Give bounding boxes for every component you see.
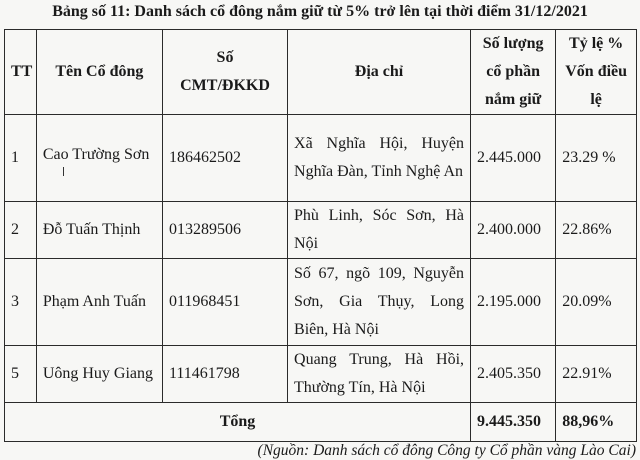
cell-quantity: 2.400.000 bbox=[471, 202, 556, 259]
cell-tt: 5 bbox=[5, 346, 37, 403]
header-quantity-line3: nắm giữ bbox=[485, 91, 542, 108]
cell-name: Uông Huy Giang bbox=[36, 346, 162, 403]
table-row bbox=[5, 259, 637, 346]
table-header-row bbox=[5, 30, 637, 115]
cell-name: Đỗ Tuấn Thịnh bbox=[36, 202, 162, 259]
total-label: Tổng bbox=[5, 403, 471, 442]
header-percent-line1: Tỷ lệ % bbox=[569, 35, 624, 52]
table-row bbox=[5, 202, 637, 259]
total-row bbox=[5, 403, 637, 442]
total-quantity: 9.445.350 bbox=[471, 403, 556, 442]
header-address: Địa chỉ bbox=[288, 30, 471, 115]
cell-percent: 22.86% bbox=[556, 202, 637, 259]
header-percent-line3: lệ bbox=[590, 91, 602, 108]
shareholder-name: Cao Trường Sơn bbox=[42, 145, 150, 163]
cell-percent: 20.09% bbox=[556, 259, 637, 346]
cell-tt: 2 bbox=[5, 202, 37, 259]
cell-quantity: 2.195.000 bbox=[471, 259, 556, 346]
header-quantity-line1: Số lượng bbox=[482, 35, 544, 52]
header-percent-line2: Vốn điều bbox=[565, 63, 628, 80]
header-percent bbox=[556, 30, 637, 115]
cursor-mark-icon bbox=[63, 167, 64, 176]
source-note: (Nguồn: Danh sách cổ đông Công ty Cổ phần vàng Lào Cai) bbox=[257, 442, 636, 459]
cell-tt: 3 bbox=[5, 259, 37, 346]
cell-name bbox=[36, 115, 162, 202]
table-row bbox=[5, 346, 637, 403]
header-id bbox=[162, 30, 287, 115]
header-name: Tên Cổ đông bbox=[36, 30, 162, 115]
cell-percent: 22.91% bbox=[556, 346, 637, 403]
table-caption: Bảng số 11: Danh sách cổ đông nắm giữ từ 5% trở lên tại thời điểm 31/12/2021 bbox=[52, 3, 588, 20]
table-row bbox=[5, 115, 637, 202]
header-quantity-line2: cổ phần bbox=[486, 63, 541, 80]
cell-address: Phù Linh, Sóc Sơn, Hà Nội bbox=[288, 202, 471, 259]
cell-id: 111461798 bbox=[162, 346, 287, 403]
cell-address: Quang Trung, Hà Hồi, Thường Tín, Hà Nội bbox=[288, 346, 471, 403]
cell-address: Số 67, ngõ 109, Nguyễn Sơn, Gia Thụy, Long Biên, Hà Nội bbox=[288, 259, 471, 346]
cell-id: 011968451 bbox=[162, 259, 287, 346]
header-tt: TT bbox=[5, 30, 37, 115]
cell-tt: 1 bbox=[5, 115, 37, 202]
cell-name: Phạm Anh Tuấn bbox=[36, 259, 162, 346]
cell-quantity: 2.405.350 bbox=[471, 346, 556, 403]
cell-quantity: 2.445.000 bbox=[471, 115, 556, 202]
header-id-line2: CMT/ĐKKD bbox=[180, 77, 270, 94]
cell-percent: 23.29 % bbox=[556, 115, 637, 202]
total-percent: 88,96% bbox=[556, 403, 637, 442]
header-quantity bbox=[471, 30, 556, 115]
header-id-line1: Số bbox=[216, 49, 234, 66]
cell-address: Xã Nghĩa Hội, Huyện Nghĩa Đàn, Tỉnh Nghệ An bbox=[288, 115, 471, 202]
cell-id: 186462502 bbox=[162, 115, 287, 202]
shareholder-table bbox=[4, 29, 637, 442]
cell-id: 013289506 bbox=[162, 202, 287, 259]
